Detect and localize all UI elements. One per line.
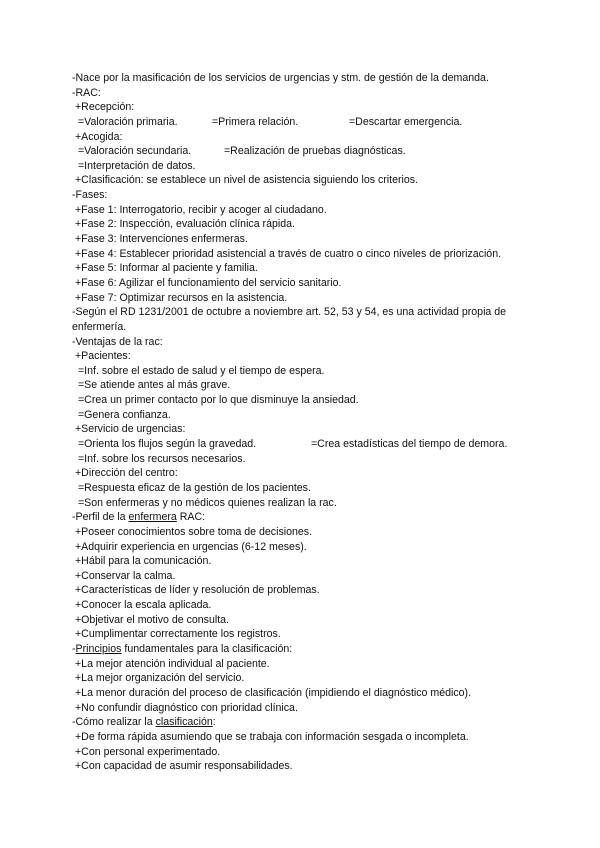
section-heading-fases: -Fases:	[72, 189, 108, 202]
text-line: +Adquirir experiencia en urgencias (6-12 meses).	[75, 540, 307, 553]
text-line: =Se atiende antes al más grave.	[78, 379, 231, 392]
text-line: +Fase 6: Agilizar el funcionamiento del servicio sanitario.	[75, 276, 342, 289]
text-line: +Conservar la calma.	[75, 569, 176, 582]
text-fragment: =Primera relación.	[212, 115, 299, 128]
text-fragment: =Crea estadísticas del tiempo de demora.	[311, 438, 508, 451]
text-line: +Con personal experimentado.	[75, 745, 221, 758]
text-line: +La menor duración del proceso de clasificación (impidiendo el diagnóstico médico).	[75, 686, 472, 699]
text-line: +De forma rápida asumiendo que se trabaja con información sesgada o incompleta.	[75, 730, 469, 743]
text-line: +La mejor atención individual al paciente.	[75, 657, 270, 670]
text-line: +Servicio de urgencias:	[75, 423, 186, 436]
text-line: +Fase 5: Informar al paciente y familia.	[75, 262, 258, 275]
text-line: +No confundir diagnóstico con prioridad clínica.	[75, 701, 298, 714]
text-fragment: -Perfil de la	[72, 511, 129, 524]
text-line: =Son enfermeras y no médicos quienes realizan la rac.	[78, 496, 337, 509]
text-line: +Fase 7: Optimizar recursos en la asistencia.	[75, 291, 288, 304]
text-line: =Inf. sobre los recursos necesarios.	[78, 452, 246, 465]
text-line-columns	[72, 144, 542, 159]
text-line: +Fase 1: Interrogatorio, recibir y acoger al ciudadano.	[75, 203, 327, 216]
text-fragment: =Realización de pruebas diagnósticas.	[224, 145, 406, 158]
text-line: =Respuesta eficaz de la gestión de los pacientes.	[78, 481, 311, 494]
text-paragraph: -Según el RD 1231/2001 de octubre a noviembre art. 52, 53 y 54, es una actividad propia de enfermería.	[72, 306, 507, 333]
text-line: =Genera confianza.	[78, 408, 171, 421]
text-fragment: RAC:	[176, 511, 206, 524]
text-fragment: =Descartar emergencia.	[349, 115, 463, 128]
text-line: +Objetivar el motivo de consulta.	[75, 613, 229, 626]
text-line-columns	[72, 437, 542, 452]
text-line: +Características de líder y resolución de problemas.	[75, 584, 320, 597]
text-line: -Nace por la masificación de los servicios de urgencias y stm. de gestión de la demanda.	[72, 72, 489, 84]
underlined-word: enfermera	[128, 511, 177, 524]
text-line: +Pacientes:	[75, 350, 131, 363]
text-line: +Poseer conocimientos sobre toma de decisiones.	[75, 525, 313, 538]
text-fragment: fundamentales para la clasificación:	[121, 643, 293, 656]
text-fragment: :	[212, 716, 216, 729]
section-heading-ventajas: -Ventajas de la rac:	[72, 335, 163, 348]
section-heading-perfil	[72, 510, 542, 525]
text-line: =Crea un primer contacto por lo que disminuye la ansiedad.	[78, 394, 359, 407]
underlined-word: clasificación	[155, 716, 213, 729]
text-line: +Fase 3: Intervenciones enfermeras.	[75, 233, 248, 246]
text-fragment: =Orienta los flujos según la gravedad.	[78, 438, 257, 451]
section-heading-como	[72, 715, 542, 730]
text-line: +Hábil para la comunicación.	[75, 555, 212, 568]
text-line: +Fase 2: Inspección, evaluación clínica rápida.	[75, 218, 295, 231]
text-line-columns	[72, 115, 542, 130]
text-line: +Cumplimentar correctamente los registros.	[75, 628, 281, 641]
text-line: =Interpretación de datos.	[78, 159, 196, 172]
document-page	[72, 71, 542, 774]
text-line: +Clasificación: se establece un nivel de asistencia siguiendo los criterios.	[75, 174, 419, 187]
text-line: +Con capacidad de asumir responsabilidades.	[75, 760, 293, 773]
text-line: +Fase 4: Establecer prioridad asistencial a través de cuatro o cinco niveles de priorización.	[75, 247, 502, 260]
text-fragment: -	[72, 643, 76, 656]
text-line: +Dirección del centro:	[75, 467, 178, 480]
text-line: +Acogida:	[75, 130, 123, 143]
text-line: +Recepción:	[75, 101, 135, 114]
section-heading-rac: -RAC:	[72, 86, 101, 99]
text-line: =Inf. sobre el estado de salud y el tiempo de espera.	[78, 364, 325, 377]
text-fragment: =Valoración secundaria.	[78, 145, 192, 158]
text-line: +La mejor organización del servicio.	[75, 672, 245, 685]
section-heading-principios	[72, 642, 542, 657]
text-line: +Conocer la escala aplicada.	[75, 599, 212, 612]
underlined-word: Principios	[75, 643, 122, 656]
text-fragment: -Cómo realizar la	[72, 716, 156, 729]
text-fragment: =Valoración primaria.	[78, 115, 178, 128]
